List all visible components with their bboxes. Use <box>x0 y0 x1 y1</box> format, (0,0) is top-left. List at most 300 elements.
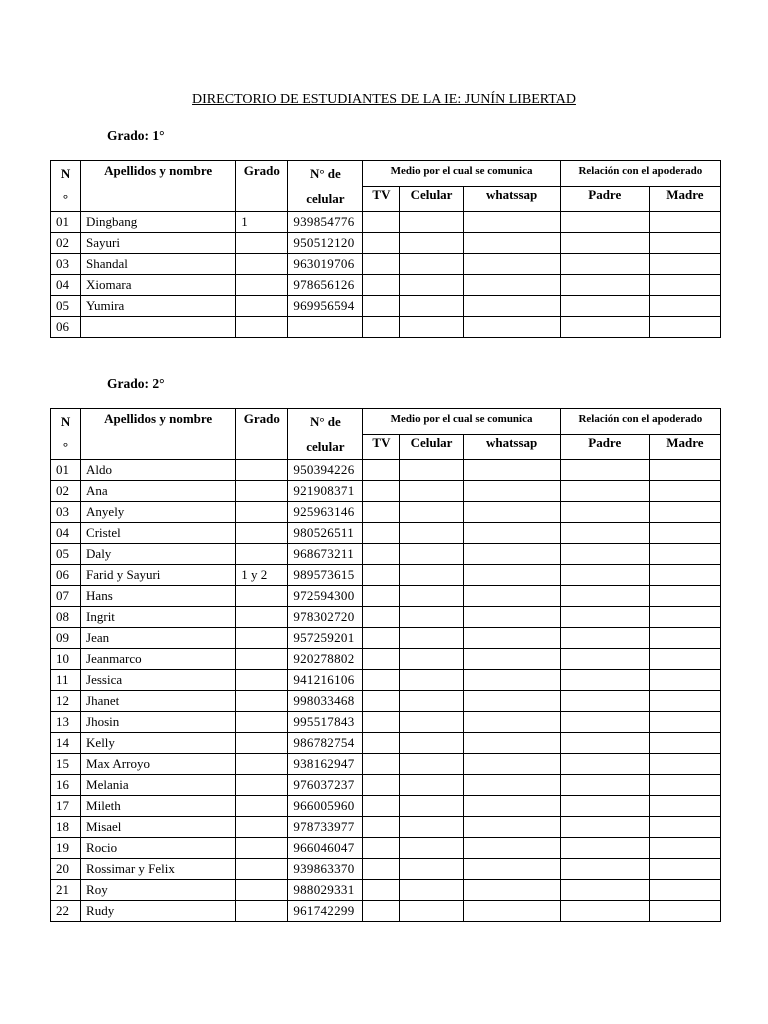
phone-number: 966046047 <box>288 838 363 859</box>
mother-cell <box>649 523 720 544</box>
phone-number: 978656126 <box>288 275 363 296</box>
row-number: 06 <box>51 565 81 586</box>
column-header-number: N ° <box>51 409 81 460</box>
student-grade <box>236 691 288 712</box>
phone-number: 988029331 <box>288 880 363 901</box>
row-number: 10 <box>51 649 81 670</box>
phone-number: 921908371 <box>288 481 363 502</box>
phone-number: 976037237 <box>288 775 363 796</box>
phone-number: 939863370 <box>288 859 363 880</box>
column-header-cell: Celular <box>400 187 463 212</box>
whatsapp-cell <box>463 502 560 523</box>
table-row <box>51 901 721 922</box>
table-row <box>51 775 721 796</box>
mother-cell <box>649 233 720 254</box>
column-header-whatsapp: whatssap <box>463 435 560 460</box>
row-number: 14 <box>51 733 81 754</box>
student-name: Shandal <box>81 254 236 275</box>
student-name: Daly <box>81 544 236 565</box>
column-header-grade: Grado <box>236 409 288 460</box>
tv-cell <box>363 733 400 754</box>
cellphone-cell <box>400 275 463 296</box>
student-name: Roy <box>81 880 236 901</box>
table-row <box>51 212 721 233</box>
whatsapp-cell <box>463 586 560 607</box>
mother-cell <box>649 796 720 817</box>
mother-cell <box>649 628 720 649</box>
mother-cell <box>649 754 720 775</box>
table-row <box>51 275 721 296</box>
student-name <box>81 317 236 338</box>
student-grade <box>236 649 288 670</box>
student-grade: 1 <box>236 212 288 233</box>
mother-cell <box>649 649 720 670</box>
cellphone-cell <box>400 212 463 233</box>
row-number: 16 <box>51 775 81 796</box>
column-group-medium: Medio por el cual se comunica <box>363 161 560 187</box>
table-row <box>51 649 721 670</box>
tv-cell <box>363 233 400 254</box>
mother-cell <box>649 544 720 565</box>
column-header-grade: Grado <box>236 161 288 212</box>
phone-number <box>288 317 363 338</box>
whatsapp-cell <box>463 775 560 796</box>
table-row <box>51 565 721 586</box>
row-number: 13 <box>51 712 81 733</box>
whatsapp-cell <box>463 817 560 838</box>
table-row <box>51 628 721 649</box>
row-number: 02 <box>51 481 81 502</box>
table-row <box>51 880 721 901</box>
father-cell <box>560 817 649 838</box>
student-grade <box>236 859 288 880</box>
student-grade <box>236 275 288 296</box>
table-row <box>51 317 721 338</box>
whatsapp-cell <box>463 544 560 565</box>
mother-cell <box>649 586 720 607</box>
column-header-whatsapp: whatssap <box>463 187 560 212</box>
table-row <box>51 523 721 544</box>
row-number: 17 <box>51 796 81 817</box>
student-name: Hans <box>81 586 236 607</box>
table-row <box>51 691 721 712</box>
student-grade <box>236 523 288 544</box>
tv-cell <box>363 565 400 586</box>
cellphone-cell <box>400 565 463 586</box>
student-name: Ana <box>81 481 236 502</box>
cellphone-cell <box>400 838 463 859</box>
father-cell <box>560 775 649 796</box>
row-number: 01 <box>51 212 81 233</box>
father-cell <box>560 649 649 670</box>
cellphone-cell <box>400 670 463 691</box>
student-name: Kelly <box>81 733 236 754</box>
student-grade <box>236 544 288 565</box>
father-cell <box>560 275 649 296</box>
column-header-father: Padre <box>560 187 649 212</box>
tv-cell <box>363 296 400 317</box>
tv-cell <box>363 460 400 481</box>
father-cell <box>560 859 649 880</box>
table-row <box>51 481 721 502</box>
table-row <box>51 544 721 565</box>
father-cell <box>560 254 649 275</box>
father-cell <box>560 838 649 859</box>
whatsapp-cell <box>463 481 560 502</box>
phone-number: 925963146 <box>288 502 363 523</box>
phone-number: 963019706 <box>288 254 363 275</box>
father-cell <box>560 628 649 649</box>
student-grade <box>236 481 288 502</box>
father-cell <box>560 317 649 338</box>
column-header-cell: Celular <box>400 435 463 460</box>
table-row <box>51 817 721 838</box>
father-cell <box>560 880 649 901</box>
mother-cell <box>649 317 720 338</box>
phone-number: 941216106 <box>288 670 363 691</box>
phone-number: 920278802 <box>288 649 363 670</box>
mother-cell <box>649 565 720 586</box>
student-grade <box>236 901 288 922</box>
student-grade <box>236 296 288 317</box>
phone-number: 957259201 <box>288 628 363 649</box>
mother-cell <box>649 254 720 275</box>
table-row <box>51 254 721 275</box>
student-name: Mileth <box>81 796 236 817</box>
tv-cell <box>363 859 400 880</box>
phone-number: 950394226 <box>288 460 363 481</box>
student-name: Ingrit <box>81 607 236 628</box>
student-grade <box>236 607 288 628</box>
tv-cell <box>363 628 400 649</box>
whatsapp-cell <box>463 691 560 712</box>
mother-cell <box>649 691 720 712</box>
column-header-number: N ° <box>51 161 81 212</box>
tv-cell <box>363 502 400 523</box>
cellphone-cell <box>400 775 463 796</box>
row-number: 18 <box>51 817 81 838</box>
mother-cell <box>649 775 720 796</box>
phone-number: 995517843 <box>288 712 363 733</box>
cellphone-cell <box>400 691 463 712</box>
whatsapp-cell <box>463 859 560 880</box>
father-cell <box>560 586 649 607</box>
student-grade <box>236 733 288 754</box>
tv-cell <box>363 317 400 338</box>
whatsapp-cell <box>463 880 560 901</box>
grade-2-label: Grado: 2° <box>107 376 165 391</box>
student-grade <box>236 796 288 817</box>
phone-number: 966005960 <box>288 796 363 817</box>
father-cell <box>560 901 649 922</box>
father-cell <box>560 502 649 523</box>
student-name: Jhosin <box>81 712 236 733</box>
row-number: 21 <box>51 880 81 901</box>
mother-cell <box>649 607 720 628</box>
whatsapp-cell <box>463 733 560 754</box>
phone-number: 950512120 <box>288 233 363 254</box>
tv-cell <box>363 838 400 859</box>
column-header-tv: TV <box>363 187 400 212</box>
father-cell <box>560 670 649 691</box>
cellphone-cell <box>400 296 463 317</box>
cellphone-cell <box>400 544 463 565</box>
phone-number: 989573615 <box>288 565 363 586</box>
student-grade <box>236 775 288 796</box>
row-number: 05 <box>51 296 81 317</box>
student-directory-table-grade-1 <box>50 160 721 338</box>
student-grade <box>236 317 288 338</box>
tv-cell <box>363 817 400 838</box>
whatsapp-cell <box>463 460 560 481</box>
column-header-father: Padre <box>560 435 649 460</box>
phone-number: 939854776 <box>288 212 363 233</box>
phone-number: 986782754 <box>288 733 363 754</box>
father-cell <box>560 607 649 628</box>
student-grade <box>236 254 288 275</box>
student-grade <box>236 460 288 481</box>
table-row <box>51 712 721 733</box>
student-name: Cristel <box>81 523 236 544</box>
cellphone-cell <box>400 649 463 670</box>
row-number: 03 <box>51 254 81 275</box>
cellphone-cell <box>400 317 463 338</box>
column-group-relation: Relación con el apoderado <box>560 409 720 435</box>
student-grade <box>236 502 288 523</box>
father-cell <box>560 733 649 754</box>
student-grade <box>236 754 288 775</box>
mother-cell <box>649 859 720 880</box>
student-grade <box>236 628 288 649</box>
mother-cell <box>649 481 720 502</box>
student-grade <box>236 817 288 838</box>
row-number: 04 <box>51 275 81 296</box>
row-number: 04 <box>51 523 81 544</box>
mother-cell <box>649 460 720 481</box>
tv-cell <box>363 254 400 275</box>
father-cell <box>560 233 649 254</box>
tv-cell <box>363 523 400 544</box>
cellphone-cell <box>400 859 463 880</box>
cellphone-cell <box>400 254 463 275</box>
table-row <box>51 754 721 775</box>
cellphone-cell <box>400 628 463 649</box>
table-row <box>51 796 721 817</box>
mother-cell <box>649 296 720 317</box>
mother-cell <box>649 880 720 901</box>
cellphone-cell <box>400 880 463 901</box>
table-row <box>51 838 721 859</box>
student-grade <box>236 233 288 254</box>
tv-cell <box>363 691 400 712</box>
tv-cell <box>363 901 400 922</box>
cellphone-cell <box>400 817 463 838</box>
tv-cell <box>363 796 400 817</box>
student-name: Anyely <box>81 502 236 523</box>
whatsapp-cell <box>463 670 560 691</box>
row-number: 02 <box>51 233 81 254</box>
cellphone-cell <box>400 523 463 544</box>
cellphone-cell <box>400 754 463 775</box>
row-number: 01 <box>51 460 81 481</box>
table-row <box>51 733 721 754</box>
column-header-phone: N° de celular <box>288 161 363 212</box>
whatsapp-cell <box>463 712 560 733</box>
whatsapp-cell <box>463 317 560 338</box>
tv-cell <box>363 275 400 296</box>
column-header-phone: N° de celular <box>288 409 363 460</box>
father-cell <box>560 523 649 544</box>
father-cell <box>560 712 649 733</box>
whatsapp-cell <box>463 275 560 296</box>
student-name: Rossimar y Felix <box>81 859 236 880</box>
father-cell <box>560 796 649 817</box>
cellphone-cell <box>400 901 463 922</box>
cellphone-cell <box>400 712 463 733</box>
tv-cell <box>363 712 400 733</box>
row-number: 22 <box>51 901 81 922</box>
row-number: 09 <box>51 628 81 649</box>
father-cell <box>560 544 649 565</box>
father-cell <box>560 481 649 502</box>
row-number: 19 <box>51 838 81 859</box>
phone-number: 998033468 <box>288 691 363 712</box>
student-name: Xiomara <box>81 275 236 296</box>
table-row <box>51 296 721 317</box>
father-cell <box>560 296 649 317</box>
cellphone-cell <box>400 607 463 628</box>
row-number: 12 <box>51 691 81 712</box>
student-name: Jessica <box>81 670 236 691</box>
phone-number: 968673211 <box>288 544 363 565</box>
mother-cell <box>649 901 720 922</box>
student-name: Yumira <box>81 296 236 317</box>
column-header-mother: Madre <box>649 187 720 212</box>
student-grade <box>236 880 288 901</box>
father-cell <box>560 212 649 233</box>
table-row <box>51 502 721 523</box>
column-header-name: Apellidos y nombre <box>81 409 236 460</box>
column-group-medium: Medio por el cual se comunica <box>363 409 560 435</box>
row-number: 20 <box>51 859 81 880</box>
student-name: Dingbang <box>81 212 236 233</box>
tv-cell <box>363 754 400 775</box>
tv-cell <box>363 544 400 565</box>
table-row <box>51 460 721 481</box>
cellphone-cell <box>400 233 463 254</box>
student-name: Jhanet <box>81 691 236 712</box>
whatsapp-cell <box>463 523 560 544</box>
mother-cell <box>649 733 720 754</box>
whatsapp-cell <box>463 754 560 775</box>
table-row <box>51 607 721 628</box>
father-cell <box>560 754 649 775</box>
whatsapp-cell <box>463 296 560 317</box>
student-name: Farid y Sayuri <box>81 565 236 586</box>
row-number: 15 <box>51 754 81 775</box>
row-number: 03 <box>51 502 81 523</box>
tv-cell <box>363 649 400 670</box>
cellphone-cell <box>400 460 463 481</box>
phone-number: 972594300 <box>288 586 363 607</box>
mother-cell <box>649 838 720 859</box>
row-number: 05 <box>51 544 81 565</box>
student-name: Rocio <box>81 838 236 859</box>
cellphone-cell <box>400 796 463 817</box>
father-cell <box>560 691 649 712</box>
tv-cell <box>363 212 400 233</box>
row-number: 08 <box>51 607 81 628</box>
mother-cell <box>649 817 720 838</box>
document-title: DIRECTORIO DE ESTUDIANTES DE LA IE: JUNÍN LIBERTAD <box>192 92 576 107</box>
whatsapp-cell <box>463 838 560 859</box>
mother-cell <box>649 712 720 733</box>
tv-cell <box>363 775 400 796</box>
student-name: Jeanmarco <box>81 649 236 670</box>
student-name: Misael <box>81 817 236 838</box>
tv-cell <box>363 880 400 901</box>
mother-cell <box>649 502 720 523</box>
column-header-tv: TV <box>363 435 400 460</box>
table-row <box>51 586 721 607</box>
cellphone-cell <box>400 481 463 502</box>
father-cell <box>560 565 649 586</box>
tv-cell <box>363 607 400 628</box>
student-name: Jean <box>81 628 236 649</box>
table-row <box>51 670 721 691</box>
grade-1-label: Grado: 1° <box>107 128 165 143</box>
student-name: Aldo <box>81 460 236 481</box>
whatsapp-cell <box>463 628 560 649</box>
tv-cell <box>363 670 400 691</box>
student-name: Max Arroyo <box>81 754 236 775</box>
row-number: 11 <box>51 670 81 691</box>
whatsapp-cell <box>463 901 560 922</box>
phone-number: 969956594 <box>288 296 363 317</box>
whatsapp-cell <box>463 212 560 233</box>
student-grade <box>236 670 288 691</box>
student-name: Melania <box>81 775 236 796</box>
phone-number: 961742299 <box>288 901 363 922</box>
tv-cell <box>363 481 400 502</box>
student-grade <box>236 838 288 859</box>
whatsapp-cell <box>463 607 560 628</box>
column-header-mother: Madre <box>649 435 720 460</box>
row-number: 06 <box>51 317 81 338</box>
phone-number: 980526511 <box>288 523 363 544</box>
cellphone-cell <box>400 502 463 523</box>
whatsapp-cell <box>463 233 560 254</box>
whatsapp-cell <box>463 254 560 275</box>
student-grade: 1 y 2 <box>236 565 288 586</box>
table-row <box>51 859 721 880</box>
student-grade <box>236 712 288 733</box>
cellphone-cell <box>400 586 463 607</box>
column-header-name: Apellidos y nombre <box>81 161 236 212</box>
whatsapp-cell <box>463 796 560 817</box>
student-name: Rudy <box>81 901 236 922</box>
column-group-relation: Relación con el apoderado <box>560 161 720 187</box>
tv-cell <box>363 586 400 607</box>
cellphone-cell <box>400 733 463 754</box>
student-grade <box>236 586 288 607</box>
mother-cell <box>649 212 720 233</box>
row-number: 07 <box>51 586 81 607</box>
father-cell <box>560 460 649 481</box>
whatsapp-cell <box>463 565 560 586</box>
student-name: Sayuri <box>81 233 236 254</box>
mother-cell <box>649 670 720 691</box>
